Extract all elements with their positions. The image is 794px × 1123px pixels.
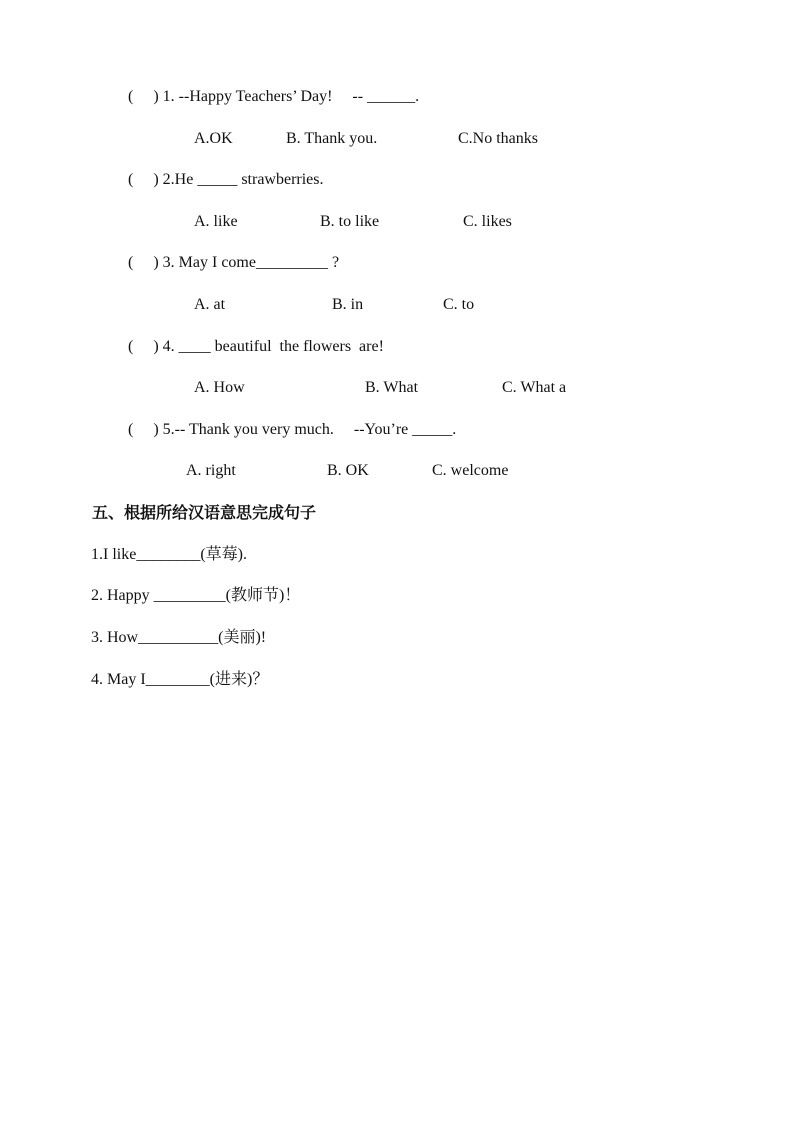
section-5-item-4: 4. May I________(进来)？ [91,671,269,688]
question-4-option-c: C. What a [502,379,567,396]
question-5: ( ) 5.-- Thank you very much. --You’re _____. [128,421,457,438]
question-2: ( ) 2.He _____ strawberries. [128,171,324,188]
question-5-option-a: A. right [186,462,236,479]
question-2-option-c: C. likes [463,213,512,230]
question-1: ( ) 1. --Happy Teachers’ Day! -- ______. [128,88,420,105]
question-1-option-b: B. Thank you. [286,130,378,147]
question-3-option-c: C. to [443,296,475,313]
question-2-option-b: B. to like [320,213,380,230]
section-5-item-1: 1.I like________(草莓). [91,546,247,563]
question-1-option-a: A.OK [194,130,233,147]
section-5-item-3: 3. How__________(美丽)! [91,629,267,646]
question-3-option-a: A. at [194,296,226,313]
question-4-option-a: A. How [194,379,245,396]
section-5-item-2: 2. Happy _________(教师节)！ [91,587,301,604]
question-5-option-b: B. OK [327,462,369,479]
section-5-heading: 五、根据所给汉语意思完成句子 [92,503,317,522]
question-3: ( ) 3. May I come_________ ? [128,254,340,271]
question-4-option-b: B. What [365,379,419,396]
question-3-option-b: B. in [332,296,364,313]
question-2-option-a: A. like [194,213,238,230]
question-1-option-c: C.No thanks [458,130,538,147]
question-4: ( ) 4. ____ beautiful the flowers are! [128,338,384,355]
question-5-option-c: C. welcome [432,462,509,479]
